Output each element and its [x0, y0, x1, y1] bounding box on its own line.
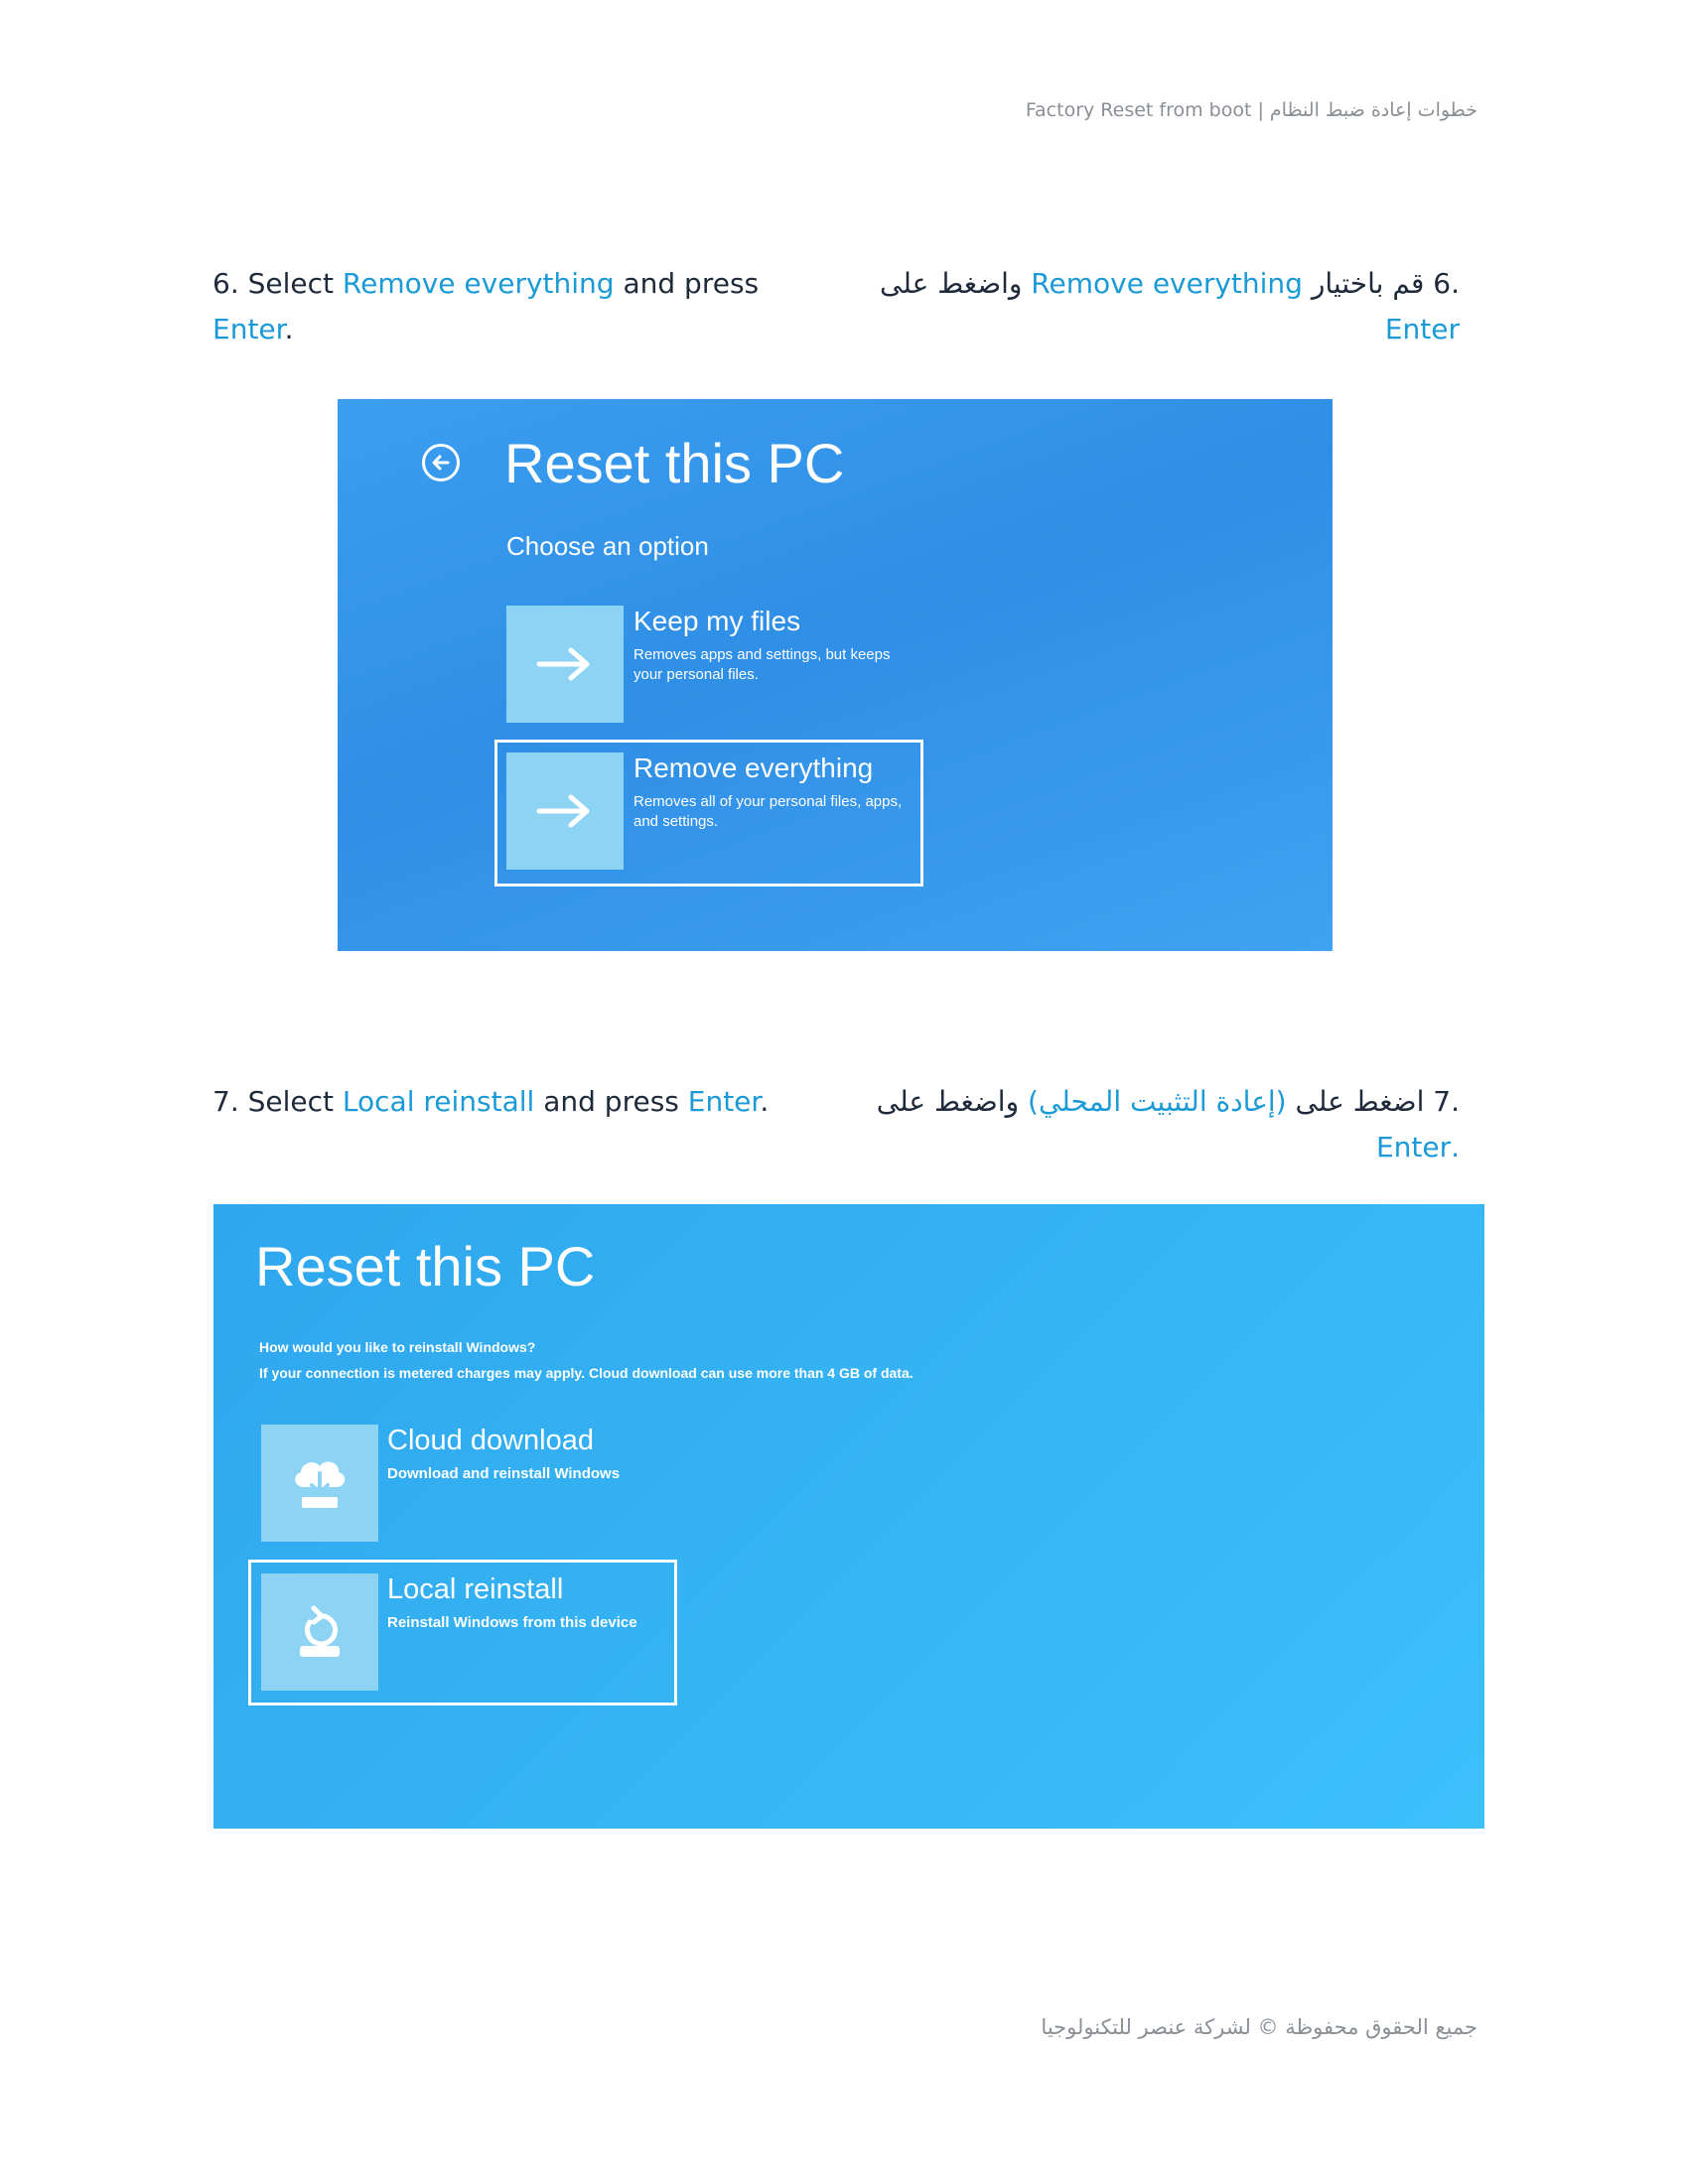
page-footer: جميع الحقوق محفوظة © لشركة عنصر للتكنولوجيا — [1041, 2015, 1477, 2039]
option-tile — [506, 606, 624, 723]
screen-title: Reset this PC — [255, 1235, 596, 1297]
step7-en-highlight-key: Enter — [687, 1085, 761, 1118]
back-arrow-icon[interactable] — [422, 444, 460, 481]
step6-en-middle: and press — [614, 267, 760, 300]
step6-en-prefix: 6. Select — [212, 267, 343, 300]
step6-ar-highlight-key: Enter — [1384, 313, 1460, 345]
step6-en-suffix: . — [284, 313, 294, 345]
screen-note: If your connection is metered charges may apply. Cloud download can use more than 4 GB of data. — [259, 1365, 914, 1381]
option-tile — [261, 1573, 378, 1691]
reset-pc-choose-option-screenshot — [338, 399, 1333, 951]
step7-en-suffix: . — [760, 1085, 770, 1118]
reset-pc-reinstall-screenshot — [213, 1204, 1484, 1829]
page-header: Factory Reset from boot | خطوات إعادة ضبط النظام — [1025, 99, 1477, 121]
step6-ar-middle: واضغط على — [880, 267, 1032, 300]
option-description: Reinstall Windows from this device — [387, 1614, 637, 1631]
option-title: Keep my files — [633, 606, 801, 636]
option-title: Remove everything — [633, 752, 874, 783]
screen-subtitle: Choose an option — [506, 531, 709, 561]
step7-en-prefix: 7. Select — [212, 1085, 343, 1118]
step7-en-middle: and press — [534, 1085, 688, 1118]
step6-arabic — [844, 261, 1460, 352]
option-tile — [261, 1425, 378, 1542]
option-title: Cloud download — [387, 1425, 594, 1456]
cloud-download-icon — [288, 1453, 352, 1513]
screen-question: How would you like to reinstall Windows? — [259, 1339, 536, 1355]
step6-ar-prefix: .6 قم باختيار — [1302, 267, 1460, 300]
step7-ar-highlight-key: .Enter — [1375, 1131, 1460, 1163]
step6-ar-highlight-option: Remove everything — [1031, 267, 1303, 300]
option-title: Local reinstall — [387, 1573, 564, 1605]
step7-ar-middle: واضغط على — [876, 1085, 1029, 1118]
step7-english — [212, 1079, 848, 1125]
step6-english — [212, 261, 769, 352]
step6-en-highlight-key: Enter — [212, 313, 285, 345]
screen-title: Reset this PC — [504, 432, 845, 494]
step7-ar-prefix: .7 اضغط على — [1286, 1085, 1460, 1118]
option-description: Download and reinstall Windows — [387, 1465, 621, 1482]
arrow-right-icon — [535, 791, 595, 831]
local-reinstall-icon — [288, 1602, 352, 1662]
option-description: Removes apps and settings, but keeps your personal files. — [633, 646, 891, 684]
option-tile — [506, 752, 624, 870]
option-description: Removes all of your personal files, apps, and settings. — [633, 793, 903, 831]
step7-ar-highlight-option: (إعادة التثبيت المحلي) — [1028, 1085, 1287, 1118]
step7-en-highlight-option: Local reinstall — [342, 1085, 535, 1118]
step7-arabic — [844, 1079, 1460, 1170]
arrow-right-icon — [535, 644, 595, 684]
step6-en-highlight-option: Remove everything — [342, 267, 615, 300]
